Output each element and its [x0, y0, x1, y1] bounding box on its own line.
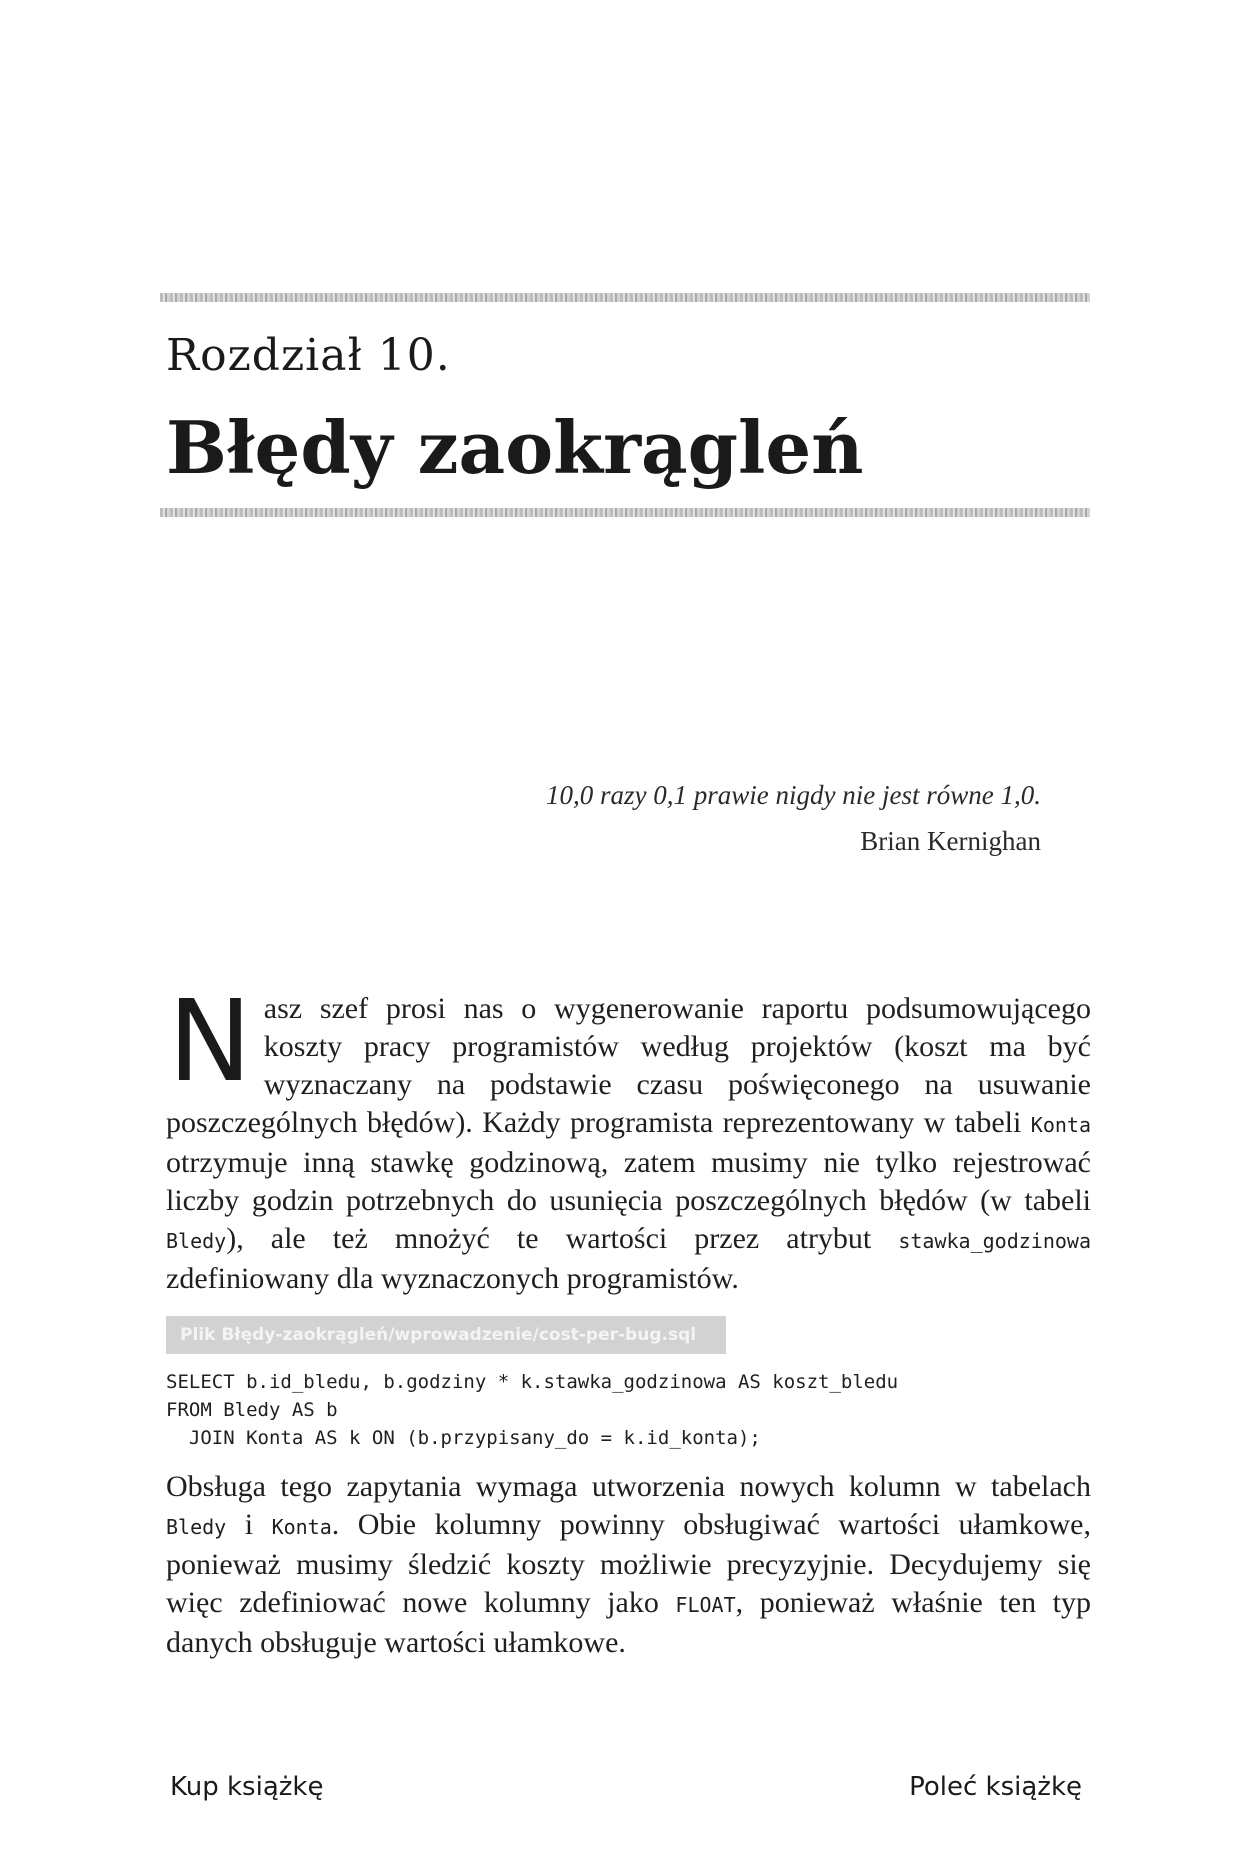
body-paragraph-1: [166, 977, 1091, 1298]
paragraph-text: ), ale też mnożyć te wartości przez atrybut: [226, 1222, 899, 1255]
inline-code-bledy: Bledy: [166, 1515, 227, 1539]
inline-code-stawka: stawka_godzinowa: [898, 1229, 1091, 1253]
inline-code-konta: Konta: [1030, 1113, 1091, 1137]
chapter-title: Błędy zaokrągleń: [166, 405, 864, 490]
recommend-book-link[interactable]: Poleć książkę: [909, 1772, 1082, 1802]
inline-code-float: FLOAT: [675, 1593, 736, 1617]
paragraph-text: Obsługa tego zapytania wymaga utworzenia nowych kolumn w tabelach: [166, 1470, 1091, 1503]
body-paragraph-2: [166, 1468, 1091, 1662]
chapter-bottom-rule: [160, 508, 1090, 517]
code-line: FROM Bledy AS b: [166, 1399, 338, 1421]
paragraph-text: . Obie kolumny powinny obsługiwać wartości ułamkowe, ponieważ musimy śledzić koszty możliwie precyzyjnie. Decydujemy się więc zdefiniować nowe kolumny jako: [166, 1508, 1091, 1619]
epigraph: [546, 772, 1041, 864]
chapter-number: Rozdział 10.: [166, 330, 451, 381]
code-file-label: Plik Błędy-zaokrągleń/wprowadzenie/cost-per-bug.sql: [166, 1316, 726, 1354]
inline-code-bledy: Bledy: [166, 1229, 227, 1253]
paragraph-text: , ponieważ właśnie ten typ danych obsługuje wartości ułamkowe.: [166, 1586, 1091, 1659]
epigraph-author: Brian Kernighan: [860, 826, 1041, 856]
inline-code-konta: Konta: [271, 1515, 332, 1539]
code-line: JOIN Konta AS k ON (b.przypisany_do = k.id_konta);: [166, 1427, 761, 1449]
code-line: SELECT b.id_bledu, b.godziny * k.stawka_godzinowa AS koszt_bledu: [166, 1371, 899, 1393]
paragraph-text: asz szef prosi nas o wygenerowanie raportu podsumowującego koszty pracy programistów według projektów (koszt ma być wyznaczany na podstawie czasu poświęconego na usuwanie poszczególnych błędów). Każdy programista reprezentowany w tabeli: [166, 992, 1091, 1139]
chapter-top-rule: [160, 293, 1090, 302]
sql-code-block: [166, 1368, 1091, 1452]
buy-book-link[interactable]: Kup książkę: [170, 1772, 324, 1802]
paragraph-text: otrzymuje inną stawkę godzinową, zatem musimy nie tylko rejestrować liczby godzin potrzebnych do usunięcia poszczególnych błędów (w tabeli: [166, 1146, 1091, 1217]
paragraph-text: i: [226, 1508, 272, 1541]
paragraph-text: zdefiniowany dla wyznaczonych programistów.: [166, 1262, 739, 1295]
epigraph-quote: 10,0 razy 0,1 prawie nigdy nie jest równe 1,0.: [546, 780, 1041, 810]
drop-cap: N: [168, 977, 252, 1107]
